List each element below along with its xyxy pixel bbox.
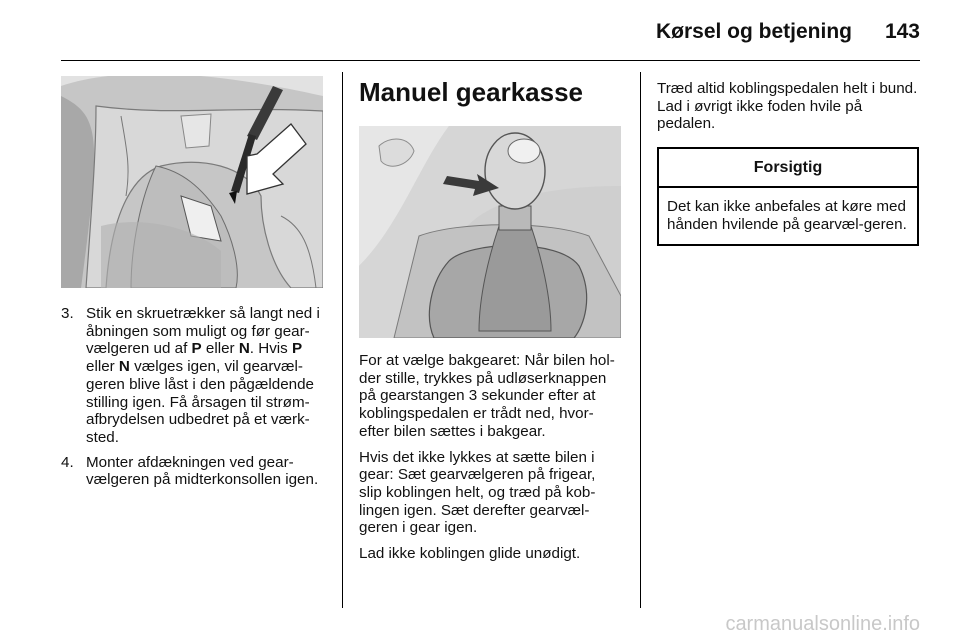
- paragraph: For at vælge bakgearet: Når bilen hol-der stille, trykkes på udløserknappen på gearstangen 3 sekunder efter at koblingspedalen er trådt ned, hvor-efter bilen sættes i bakgear.: [359, 352, 615, 440]
- page-header: [0, 0, 960, 60]
- watermark: carmanualsonline.info: [725, 613, 920, 635]
- section-title-header: Kørsel og betjening: [655, 20, 852, 43]
- header-rule: [61, 60, 920, 61]
- gear-letter: N: [238, 340, 250, 358]
- gear-letter: N: [118, 358, 130, 376]
- screwdriver-illustration: [61, 76, 323, 288]
- step-number: 3.: [61, 305, 74, 322]
- page-number: 143: [884, 20, 920, 43]
- paragraph: Træd altid koblingspedalen helt i bund. Lad i øvrigt ikke foden hvile på pedalen.: [657, 80, 918, 133]
- section-heading: Manuel gearkasse: [359, 77, 584, 107]
- left-column: [61, 72, 323, 496]
- step-number: 4.: [61, 453, 74, 471]
- step-text: Monter afdækningen ved gear-vælgeren på midterkonsollen igen.: [86, 453, 319, 489]
- middle-column: [359, 72, 621, 571]
- instruction-steps: [61, 305, 323, 489]
- right-column: [657, 72, 919, 246]
- paragraph: Lad ikke koblingen glide unødigt.: [359, 545, 581, 563]
- caution-box: [657, 147, 919, 245]
- caution-title: Forsigtig: [659, 149, 917, 188]
- column-divider: [640, 72, 641, 608]
- caution-text: Det kan ikke anbefales at køre med hånden hvilende på gearvæl-geren.: [667, 198, 907, 233]
- column-divider: [342, 72, 343, 608]
- step-item: [61, 305, 323, 447]
- gear-letter: P: [292, 340, 303, 358]
- step-text: eller: [201, 340, 239, 358]
- gear-letter: P: [191, 340, 202, 358]
- step-text: Stik en skruetrækker så langt ned i åbningen som muligt og før gear-vælgeren ud af: [86, 305, 320, 358]
- step-item: [61, 454, 323, 489]
- step-text: vælges igen, vil gearvæl-geren blive låst i den pågældende stilling igen. Få årsagen til strøm-afbrydelsen udbedret på et værk-sted.: [86, 358, 314, 446]
- step-text: eller: [86, 358, 119, 376]
- paragraph: Hvis det ikke lykkes at sætte bilen i gear: Sæt gearvælgeren på frigear, slip koblingen helt, og træd på kob-lingen igen. Sæt derefter gearvæl-geren i gear igen.: [359, 448, 596, 537]
- step-text: . Hvis: [249, 340, 292, 358]
- gear-lever-illustration: [359, 126, 621, 338]
